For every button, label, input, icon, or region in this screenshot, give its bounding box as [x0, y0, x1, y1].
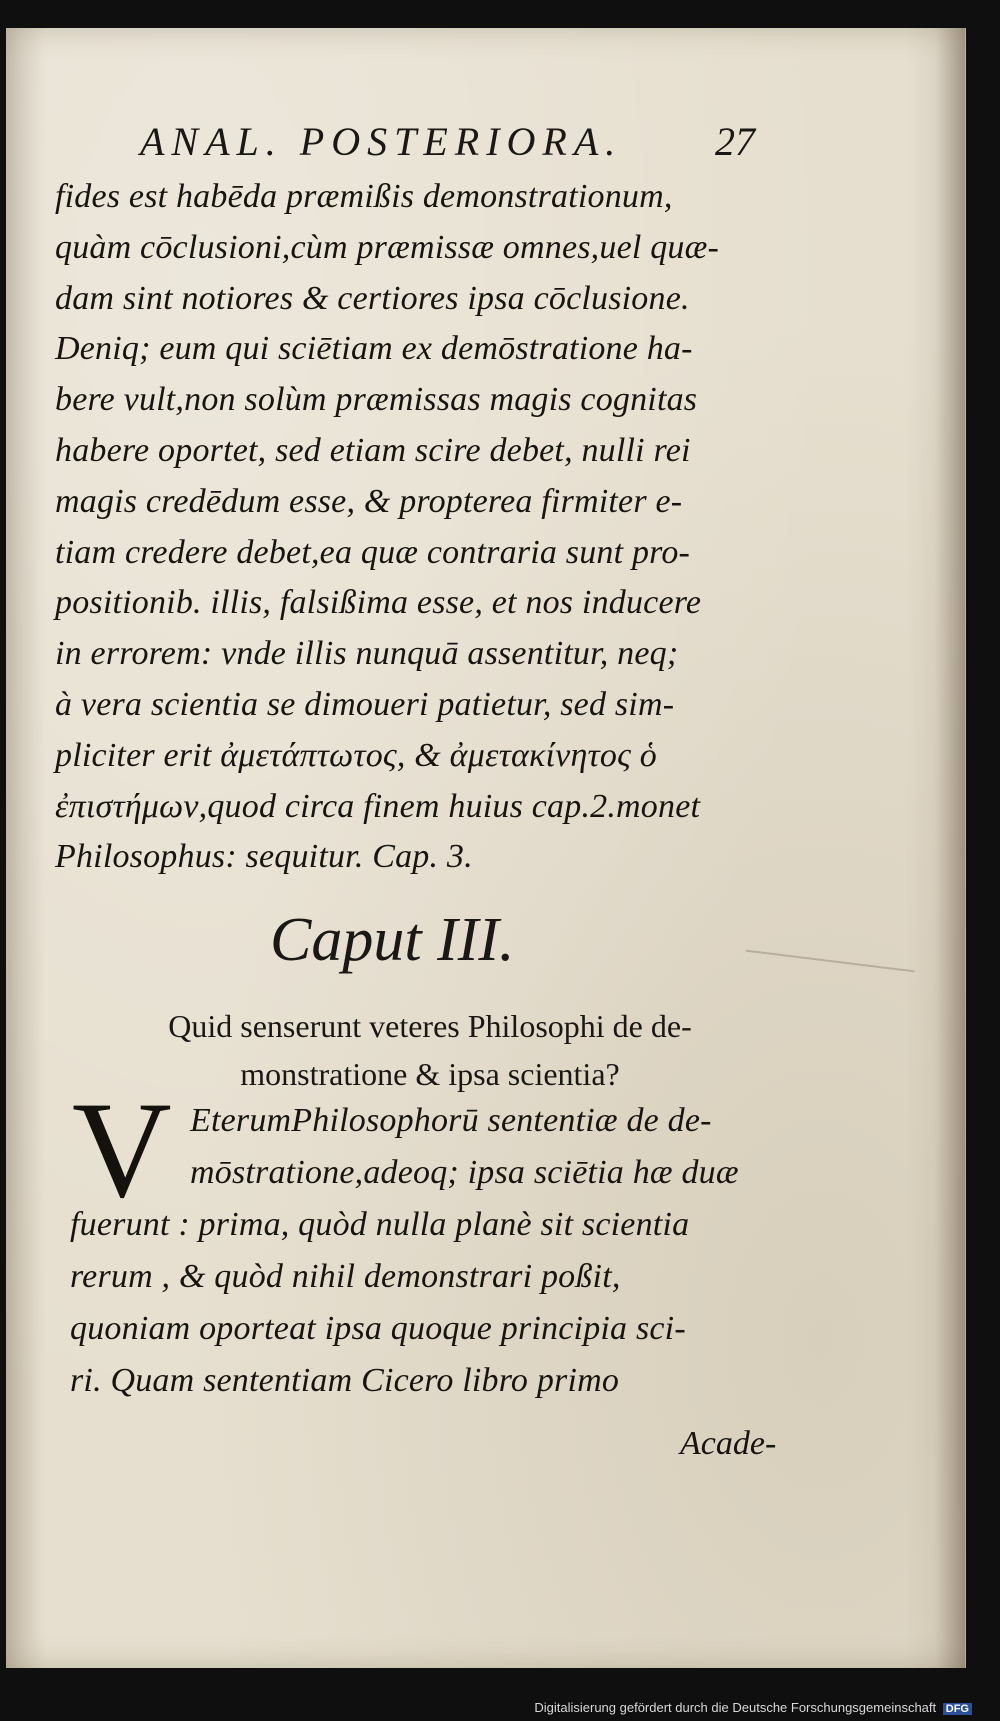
text-line: habere oportet, sed etiam scire debet, nulli rei — [55, 431, 691, 469]
text-line: quoniam oporteat ipsa quoque principia sci- — [70, 1310, 686, 1347]
text-line: dam sint notiores & certiores ipsa cōclusione. — [55, 279, 690, 317]
dfg-logo: DFG — [943, 1703, 972, 1715]
credit-text: Digitalisierung gefördert durch die Deutsche Forschungsgemeinschaft — [534, 1700, 937, 1715]
subtitle-line: Quid senserunt veteres Philosophi de de- — [168, 1008, 692, 1044]
drop-cap: V — [72, 1073, 172, 1226]
text-line: quàm cōclusioni,cùm præmissæ omnes,uel quæ- — [55, 228, 720, 266]
chapter-title: Caput III. — [270, 906, 515, 974]
page-number: 27 — [715, 119, 755, 164]
text-line: rerum , & quòd nihil demonstrari poßit, — [70, 1258, 621, 1295]
text-line: in errorem: vnde illis nunquā assentitur, neq; — [55, 635, 679, 673]
subtitle-line: monstratione & ipsa scientia? — [240, 1056, 620, 1092]
text-line: Deniq; eum qui sciētiam ex demōstratione ha- — [55, 330, 693, 368]
text-line: magis credēdum esse, & propterea firmiter e- — [55, 482, 683, 520]
chapter-subtitle — [90, 1002, 770, 1098]
text-line: fuerunt : prima, quòd nulla planè sit scientia — [70, 1206, 690, 1243]
text-line: positionib. illis, falsißima esse, et nos inducere — [55, 584, 702, 622]
running-title: ANAL. POSTERIORA. — [140, 119, 623, 164]
text-line: mōstratione,adeoq; ipsa sciētia hæ duæ — [190, 1154, 739, 1191]
page-edge-shadow — [935, 28, 965, 1668]
running-head — [60, 118, 760, 178]
text-line: ἐπιστήμων,quod circa finem huius cap.2.monet — [55, 787, 701, 825]
body-text — [55, 172, 775, 883]
text-line: EterumPhilosophorū sententiæ de de- — [190, 1102, 712, 1139]
catchword: Acade- — [680, 1425, 777, 1462]
text-line: tiam credere debet,ea quæ contraria sunt pro- — [55, 533, 691, 571]
text-line: à vera scientia se dimoueri patietur, sed sim- — [55, 685, 675, 723]
text-line: pliciter erit ἀμετάπτωτος, & ἀμετακίνητος ὁ — [55, 736, 657, 774]
text-line: ri. Quam sententiam Cicero libro primo — [70, 1362, 620, 1399]
digitization-credit — [534, 1700, 972, 1715]
text-line: Philosophus: sequitur. Cap. 3. — [55, 838, 473, 876]
text-line: bere vult,non solùm præmissas magis cognitas — [55, 381, 698, 419]
text-line: fides est habēda præmißis demonstrationum, — [55, 178, 673, 215]
